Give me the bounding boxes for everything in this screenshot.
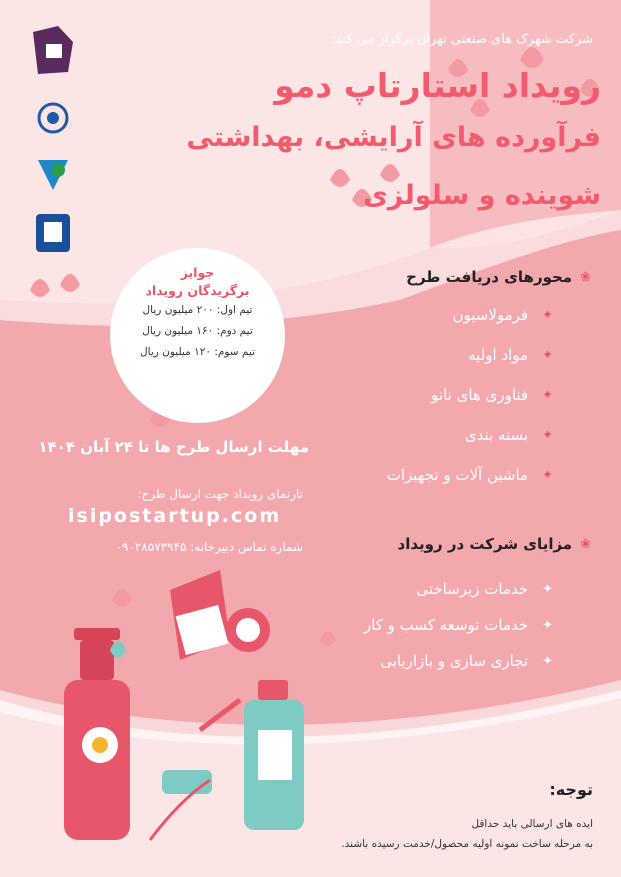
site-label: تارنمای رویداد جهت ارسال طرح: bbox=[137, 487, 303, 501]
note-heading: توجه: bbox=[549, 780, 593, 799]
axes-heading-text: محورهای دریافت طرح bbox=[406, 268, 573, 286]
site-link[interactable]: isipostartup.com bbox=[68, 505, 282, 527]
lotus-icon: ❀ bbox=[580, 269, 591, 285]
event-subtitle-2: شوینده و سلولزی bbox=[363, 180, 601, 211]
benefits-heading-text: مزایای شرکت در رویداد bbox=[397, 535, 573, 553]
azad-university-logo-icon bbox=[28, 208, 78, 258]
sparkle-icon: ✦ bbox=[542, 387, 553, 403]
axes-item bbox=[465, 426, 553, 444]
axes-heading bbox=[406, 268, 591, 286]
prizes-circle bbox=[110, 248, 285, 423]
ministry-logo-icon bbox=[28, 150, 78, 196]
benefits-item-label: تجاری سازی و بازاریابی bbox=[380, 652, 529, 670]
industrial-towns-logo-icon bbox=[28, 22, 78, 80]
axes-item-label: فناوری های نانو bbox=[431, 386, 529, 404]
axes-item-label: مواد اولیه bbox=[468, 346, 529, 364]
phone-number: شماره تماس دبیرخانه: ۰۹۰۲۸۵۷۳۹۴۵ bbox=[115, 540, 303, 554]
sparkle-icon: ✦ bbox=[542, 347, 553, 363]
deadline: مهلت ارسال طرح ها تا ۲۴ آبان ۱۴۰۴ bbox=[38, 438, 309, 456]
axes-item-label: فرمولاسیون bbox=[452, 306, 529, 324]
benefits-item bbox=[416, 580, 553, 598]
ecosystem-logo-icon bbox=[28, 98, 78, 138]
axes-item-label: بسته بندی bbox=[464, 426, 529, 444]
sparkle-icon: ✦ bbox=[542, 307, 553, 323]
sparkle-icon: ✦ bbox=[542, 653, 553, 669]
event-subtitle-1: فرآورده های آرایشی، بهداشتی bbox=[186, 122, 601, 153]
prizes-heading: جوایز bbox=[180, 265, 215, 280]
axes-item bbox=[468, 346, 553, 364]
axes-item-label: ماشین آلات و تجهیزات bbox=[386, 466, 529, 484]
prize-first: تیم اول: ۲۰۰ میلیون ریال bbox=[142, 304, 253, 316]
benefits-item-label: خدمات زیرساختی bbox=[416, 580, 529, 598]
axes-item bbox=[452, 306, 553, 324]
benefits-item bbox=[364, 616, 553, 634]
sparkle-icon: ✦ bbox=[542, 427, 553, 443]
prize-second: تیم دوم: ۱۶۰ میلیون ریال bbox=[142, 325, 253, 337]
sparkle-icon: ✦ bbox=[542, 581, 553, 597]
sparkle-icon: ✦ bbox=[542, 617, 553, 633]
event-title: رویداد استارتاپ دمو bbox=[274, 66, 601, 105]
axes-item bbox=[431, 386, 553, 404]
benefits-heading bbox=[398, 535, 591, 553]
note-line-2: به مرحله ساخت نمونه اولیه محصول/خدمت رسیده باشند. bbox=[341, 838, 593, 850]
note-line-1: ایده های ارسالی باید حداقل bbox=[471, 818, 593, 830]
prize-third: تیم سوم: ۱۲۰ میلیون ریال bbox=[139, 346, 255, 358]
benefits-item bbox=[380, 652, 553, 670]
prizes-subheading: برگزیدگان رویداد bbox=[145, 283, 250, 298]
benefits-item-label: خدمات توسعه کسب و کار bbox=[363, 616, 529, 634]
sparkle-icon: ✦ bbox=[542, 467, 553, 483]
lotus-icon: ❀ bbox=[580, 536, 591, 552]
axes-item bbox=[387, 466, 553, 484]
organizer-line: شرکت شهرک های صنعتی تهران برگزار می کند: bbox=[331, 32, 593, 47]
